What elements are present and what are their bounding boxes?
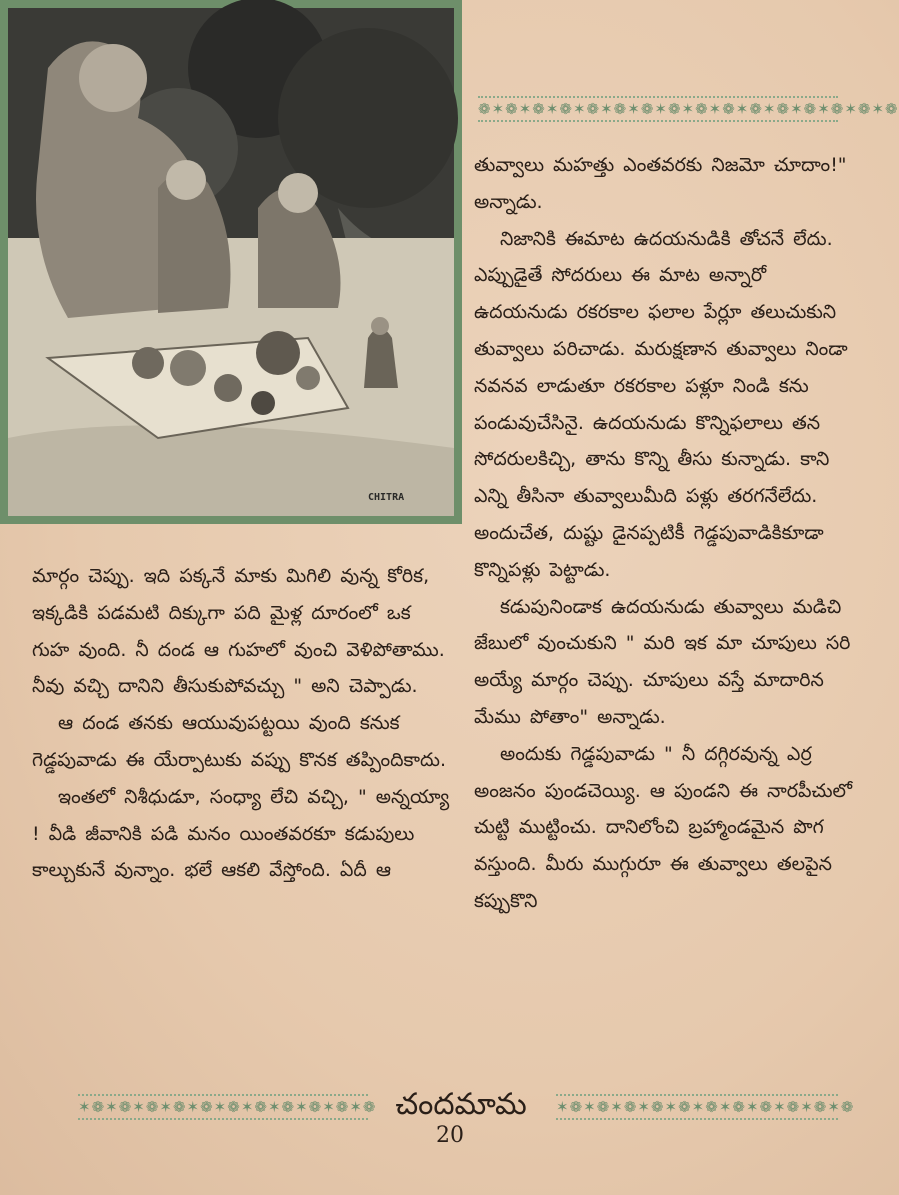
story-illustration (0, 0, 462, 524)
footer-ornament-left (78, 1094, 377, 1120)
right-paragraph-3: కడుపునిండాక ఉదయనుడు తువ్వాలు మడిచి జేబులో వుంచుకుని " మరి ఇక మా చూపులు సరి అయ్యే మార్గం చెప్పు. చూపులు వస్తే మాదారిన మేము పోతాం" అన్నాడు. (474, 595, 851, 728)
page-number: 20 (436, 1123, 464, 1148)
left-column (32, 558, 450, 889)
footer-ornament-left-text: ✶❁✶❁✶❁✶❁✶❁✶❁✶❁✶❁✶❁✶❁✶❁ (78, 1098, 377, 1116)
footer-ornament-right (556, 1094, 855, 1120)
left-paragraph-2: ఆ దండ తనకు ఆయువుపట్టయి వుంది కనుక గెడ్డపువాడు ఈ యేర్పాటుకు వప్పు కొనక తప్పిందికాదు. (32, 712, 447, 771)
right-paragraph-4: అందుకు గెడ్డపువాడు " నీ దగ్గిరవున్న ఎర్ర అంజనం పుండచెయ్యి. ఆ పుండని ఈ నారపీచులో చుట్టి ముట్టించు. దానిలోంచి బ్రహ్మాండమైన పొగ వస్తుంది. మీరు ముగ్గురూ ఈ తువ్వాలు తలపైన కప్పుకొని (474, 742, 853, 912)
footer-ornament-right-text: ✶❁✶❁✶❁✶❁✶❁✶❁✶❁✶❁✶❁✶❁✶❁ (556, 1098, 855, 1116)
header-ornament (478, 96, 899, 122)
right-paragraph-1: తువ్వాలు మహత్తు ఎంతవరకు నిజమో చూదాం!" అన్నాడు. (474, 154, 847, 213)
magazine-title: చందమామ (395, 1087, 527, 1122)
right-column (474, 147, 866, 920)
illustration-drawing (8, 8, 454, 516)
left-paragraph-1: మార్గం చెప్పు. ఇది పక్కనే మాకు మిగిలి వున్న కోరిక, ఇక్కడికి పడమటి దిక్కుగా పది మైళ్ల దూరంలో ఒక గుహ వుంది. నీ దండ ఆ గుహలో వుంచి వెళిపోతాము. నీవు వచ్చి దానిని తీసుకుపోవచ్చు " అని చెప్పాడు. (32, 565, 445, 698)
left-paragraph-3: ఇంతలో నిశీధుడూ, సంధ్యా లేచి వచ్చి, " అన్నయ్యా ! వీడి జీవానికి పడి మనం యింతవరకూ కడుపులు కాల్చుకునే వున్నాం. భలే ఆకలి వేస్తోంది. ఏదీ ఆ (32, 785, 450, 882)
header-ornament-text: ❁✶❁✶❁✶❁✶❁✶❁✶❁✶❁✶❁✶❁✶❁✶❁✶❁✶❁✶❁✶❁ (478, 100, 899, 118)
illustration-signature: CHITRA (368, 492, 405, 503)
right-paragraph-2: నిజానికి ఈమాట ఉదయనుడికి తోచనే లేదు. ఎప్పుడైతే సోదరులు ఈ మాట అన్నారో ఉదయనుడు రకరకాల ఫలాల పేర్లూ తలుచుకుని తువ్వాలు పరిచాడు. మరుక్షణాన తువ్వాలు నిండా నవనవ లాడుతూ రకరకాల పళ్లూ నిండి కను పండువుచేసినై. ఉదయనుడు కొన్నిఫలాలు తన సోదరులకిచ్చి, తాను కొన్ని తీసు కున్నాడు. కాని ఎన్ని తీసినా తువ్వాలుమీది పళ్లు తరగనేలేదు. అందుచేత, దుష్టు డైనప్పటికీ గెడ్డపువాడికికూడా కొన్నిపళ్లు పెట్టాడు. (474, 227, 848, 581)
